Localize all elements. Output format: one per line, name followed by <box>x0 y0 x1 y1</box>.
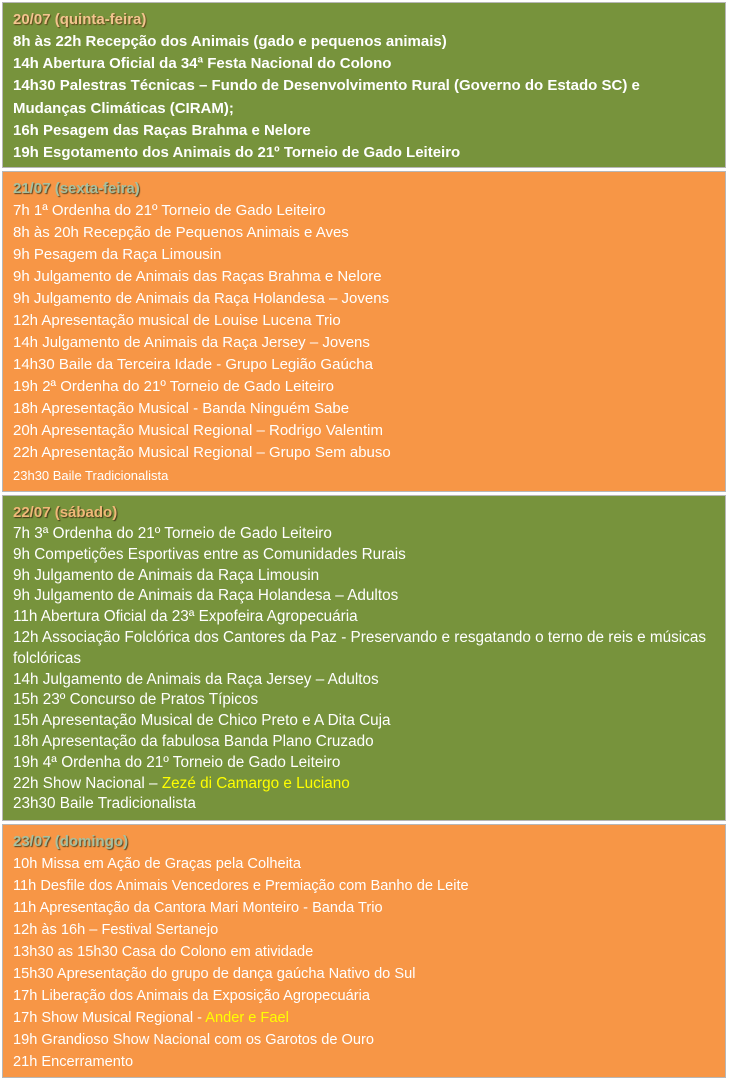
event-text: 17h Show Musical Regional - <box>13 1010 206 1026</box>
event-item: 11h Apresentação da Cantora Mari Monteiro - Banda Trio <box>13 900 383 916</box>
event-item: 14h30 Palestras Técnicas – Fundo de Desenvolvimento Rural (Governo do Estado SC) e Mudanças Climáticas (CIRAM); <box>13 77 640 117</box>
event-item: 22h Apresentação Musical Regional – Grupo Sem abuso <box>13 444 391 461</box>
day-block-saturday <box>2 495 726 821</box>
event-item: 20h Apresentação Musical Regional – Rodrigo Valentim <box>13 422 383 439</box>
event-item-regional-show <box>13 1007 717 1029</box>
event-item: 8h às 22h Recepção dos Animais (gado e pequenos animais) <box>13 33 447 50</box>
event-item: 7h 1ª Ordenha do 21º Torneio de Gado Leiteiro <box>13 202 326 219</box>
event-item: 10h Missa em Ação de Graças pela Colheita <box>13 856 301 872</box>
event-item: 9h Julgamento de Animais da Raça Holandesa – Adultos <box>13 587 399 605</box>
event-item: 15h 23º Concurso de Pratos Típicos <box>13 691 259 709</box>
event-item: 7h 3ª Ordenha do 21º Torneio de Gado Leiteiro <box>13 525 332 542</box>
event-item: 15h30 Apresentação do grupo de dança gaúcha Nativo do Sul <box>13 966 416 982</box>
event-item: 9h Julgamento de Animais da Raça Holandesa – Jovens <box>13 290 390 307</box>
highlighted-artist: Ander e Fael <box>205 1010 289 1026</box>
event-item: 19h Grandioso Show Nacional com os Garotos de Ouro <box>13 1032 374 1048</box>
event-item: 14h Abertura Oficial da 34ª Festa Nacional do Colono <box>13 55 392 73</box>
event-item: 18h Apresentação Musical - Banda Ninguém Sabe <box>13 400 350 417</box>
highlighted-artist: Zezé di Camargo e Luciano <box>161 774 350 792</box>
event-item: 14h Julgamento de Animais da Raça Jersey – Adultos <box>13 670 379 688</box>
event-item-national-show <box>13 774 717 795</box>
event-item: 11h Abertura Oficial da 23ª Expofeira Agropecuária <box>13 608 358 626</box>
event-item: 14h30 Baile da Terceira Idade - Grupo Legião Gaúcha <box>13 356 373 373</box>
event-item: 19h Esgotamento dos Animais do 21º Torneio de Gado Leiteiro <box>13 144 461 162</box>
day-block-sunday <box>2 824 726 1078</box>
event-item: 9h Julgamento de Animais da Raça Limousin <box>13 566 320 584</box>
event-item: 9h Pesagem da Raça Limousin <box>13 246 222 263</box>
event-item: 21h Encerramento <box>13 1054 134 1070</box>
event-item: 12h às 16h – Festival Sertanejo <box>13 922 219 938</box>
event-item: 19h 2ª Ordenha do 21º Torneio de Gado Leiteiro <box>13 378 334 395</box>
event-item: 14h Julgamento de Animais da Raça Jersey – Jovens <box>13 334 370 351</box>
event-item: 23h30 Baile Tradicionalista <box>13 795 196 813</box>
event-item: 11h Desfile dos Animais Vencedores e Premiação com Banho de Leite <box>13 878 469 894</box>
event-item: 9h Julgamento de Animais das Raças Brahma e Nelore <box>13 268 382 285</box>
day-block-thursday <box>2 2 726 168</box>
day-heading: 22/07 (sábado) <box>13 504 118 521</box>
event-item: 8h às 20h Recepção de Pequenos Animais e Aves <box>13 224 349 241</box>
event-item: 13h30 as 15h30 Casa do Colono em atividade <box>13 944 314 960</box>
day-block-friday <box>2 171 726 492</box>
day-heading: 21/07 (sexta-feira) <box>13 180 140 197</box>
event-item: 19h 4ª Ordenha do 21º Torneio de Gado Leiteiro <box>13 753 341 771</box>
event-item: 9h Competições Esportivas entre as Comunidades Rurais <box>13 545 406 563</box>
event-item: 23h30 Baile Tradicionalista <box>13 468 169 483</box>
event-item: 15h Apresentação Musical de Chico Preto e A Dita Cuja <box>13 712 391 730</box>
event-item: 16h Pesagem das Raças Brahma e Nelore <box>13 121 311 139</box>
day-heading: 23/07 (domingo) <box>13 833 129 850</box>
event-item: 17h Liberação dos Animais da Exposição Agropecuária <box>13 988 370 1004</box>
event-item: 18h Apresentação da fabulosa Banda Plano Cruzado <box>13 732 374 750</box>
day-heading: 20/07 (quinta-feira) <box>13 11 147 28</box>
event-item: 12h Associação Folclórica dos Cantores da Paz - Preservando e resgatando o terno de reis e músicas folclóricas <box>13 628 706 667</box>
event-item: 12h Apresentação musical de Louise Lucena Trio <box>13 312 341 329</box>
event-text: 22h Show Nacional – <box>13 774 162 792</box>
